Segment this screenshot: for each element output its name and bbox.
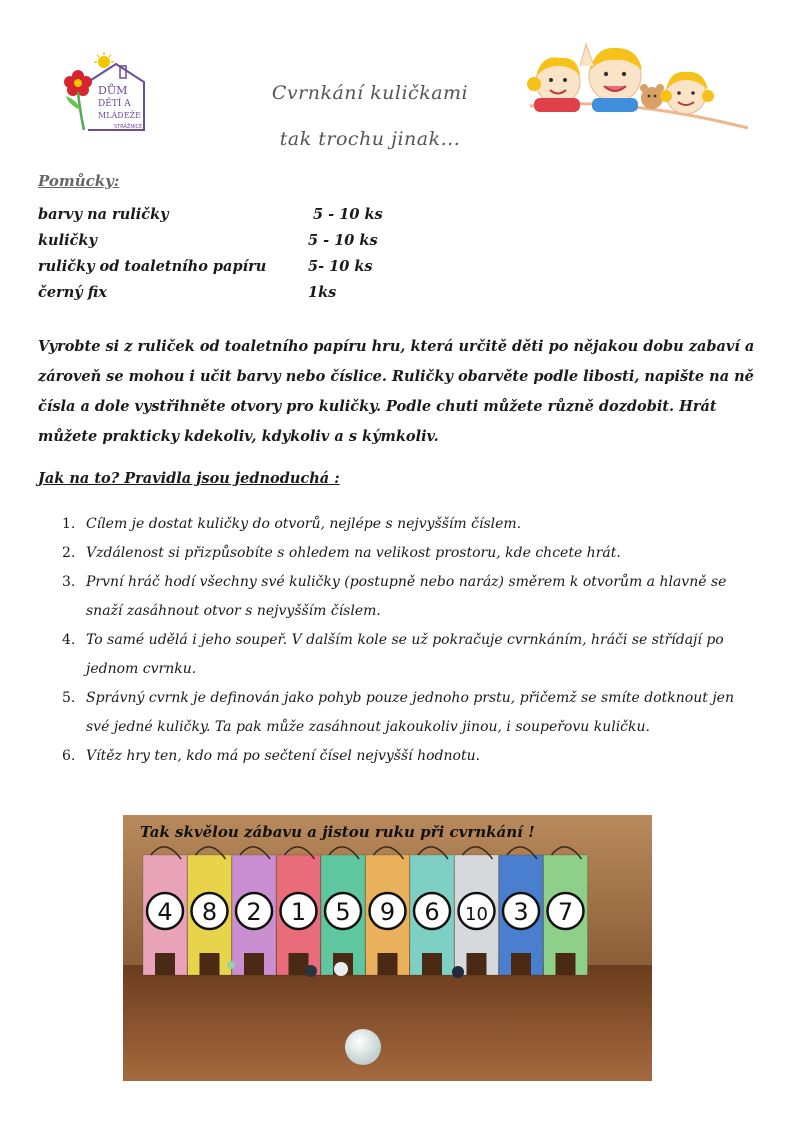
tool-qty: 5 - 10 ks: [308, 232, 378, 249]
tube-number: 1: [290, 898, 307, 926]
marble: [452, 966, 464, 978]
rules-list: [62, 510, 752, 771]
rule-text: Cílem je dostat kuličky do otvorů, nejlépe s nejvyšším číslem.: [86, 516, 522, 532]
tool-row: [38, 284, 458, 308]
logo-text-4: STRÁŽNICE: [114, 124, 143, 130]
rule-text: To samé udělá i jeho soupeř. V dalším kole se už pokračuje cvrnkáním, hráči se střídají po jednom cvrnku.: [86, 632, 724, 677]
game-photo: [123, 815, 652, 1081]
rule-text: Vzdálenost si přizpůsobíte s ohledem na velikost prostoru, kde chcete hrát.: [86, 545, 621, 561]
tube-number: 4: [157, 898, 173, 926]
kids-illustration: [520, 36, 750, 132]
tool-name: barvy na ruličky: [38, 206, 169, 223]
marble: [345, 1029, 381, 1065]
logo-text-1: DŮM: [98, 84, 128, 97]
rule-item: 2. Vzdálenost si přizpůsobíte s ohledem na velikost prostoru, kde chcete hrát.: [62, 545, 621, 561]
rule-item: 5. Správný cvrnk je definován jako pohyb pouze jednoho prstu, přičemž se smíte dotknout jen své jedné kuličky. Ta pak může zasáhnout jakoukoliv jinou, i soupeřovu kuličku.: [62, 690, 734, 735]
tool-qty: 5- 10 ks: [308, 258, 373, 275]
marble: [227, 961, 235, 969]
title-line-2: tak trochu jinak...: [279, 128, 461, 150]
tube-number: 5: [335, 898, 351, 926]
tube-hole: [200, 953, 220, 975]
tool-row: [38, 258, 458, 282]
tube-hole: [244, 953, 264, 975]
tube-hole: [467, 953, 487, 975]
tool-name: černý fix: [38, 284, 107, 301]
tool-qty: 5 - 10 ks: [308, 206, 383, 223]
rule-text: Vítěz hry ten, kdo má po sečtení čísel nejvyšší hodnotu.: [86, 748, 481, 764]
tube-hole: [556, 953, 576, 975]
marble: [334, 962, 348, 976]
rule-item: 6. Vítěz hry ten, kdo má po sečtení čísel nejvyšší hodnotu.: [62, 748, 481, 764]
intro-paragraph: Vyrobte si z ruliček od toaletního papíru hru, která určitě děti po nějakou dobu zabaví a zároveň se mohou i učit barvy nebo číslice. Ruličky obarvěte podle libosti, napište na ně čísla a dole vystřihněte otvory pro kuličky. Podle chuti můžete různě dozdobit. Hrát můžete prakticky kdekoliv, kdykoliv a s kýmkoliv.: [38, 338, 755, 445]
rule-text: První hráč hodí všechny své kuličky (postupně nebo naráz) směrem k otvorům a hlavně se snaží zasáhnout otvor s nejvyšším číslem.: [86, 574, 727, 619]
tube-number: 8: [201, 898, 218, 926]
ddm-logo: [58, 52, 158, 136]
rule-item: 4. To samé udělá i jeho soupeř. V dalším kole se už pokračuje cvrnkáním, hráči se střídají po jednom cvrnku.: [62, 632, 724, 677]
logo-text-2: DĚTÍ A: [98, 99, 131, 109]
tool-name: ruličky od toaletního papíru: [38, 258, 267, 275]
tubes-group: [143, 847, 588, 975]
tube-number: 2: [246, 898, 262, 926]
title-line-1: Cvrnkání kuličkami: [271, 82, 469, 104]
photo-caption: Tak skvělou zábavu a jistou ruku při cvrnkání !: [140, 823, 535, 841]
tube-number: 10: [465, 904, 488, 925]
tool-name: kuličky: [38, 232, 97, 249]
rule-item: 3. První hráč hodí všechny své kuličky (postupně nebo naráz) směrem k otvorům a hlavně se snaží zasáhnout otvor s nejvyšším číslem.: [62, 574, 727, 619]
tube-hole: [511, 953, 531, 975]
tube-number: 7: [557, 898, 574, 926]
tool-row: [38, 232, 458, 256]
tube-hole: [378, 953, 398, 975]
tube-number: 9: [379, 898, 396, 926]
tube-hole: [155, 953, 175, 975]
tools-heading: Pomůcky:: [38, 172, 120, 190]
marble: [305, 965, 317, 977]
logo-text-3: MLÁDEŽE: [98, 111, 141, 120]
tool-row: [38, 206, 458, 230]
tube-number: 3: [513, 898, 529, 926]
tube-number: 6: [424, 898, 440, 926]
rules-heading: Jak na to? Pravidla jsou jednoduchá :: [38, 470, 340, 487]
rule-item: 1. Cílem je dostat kuličky do otvorů, nejlépe s nejvyšším číslem.: [62, 516, 522, 532]
rule-text: Správný cvrnk je definován jako pohyb pouze jednoho prstu, přičemž se smíte dotknout jen své jedné kuličky. Ta pak může zasáhnout jakoukoliv jinou, i soupeřovu kuličku.: [86, 690, 734, 735]
tool-qty: 1ks: [308, 284, 337, 301]
tube-hole: [422, 953, 442, 975]
